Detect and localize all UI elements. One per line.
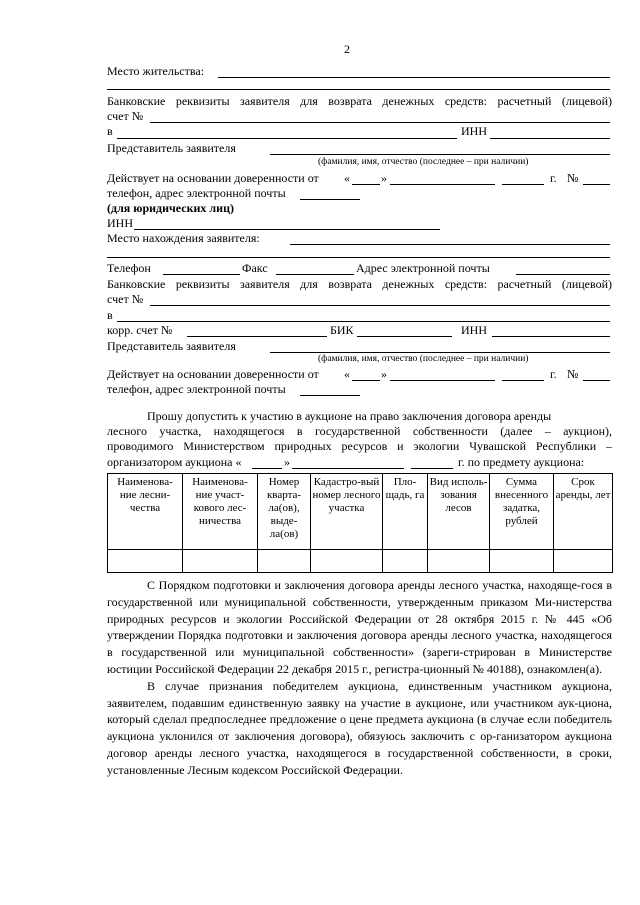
legal-bank-in-label: в [107,308,113,322]
representative-field[interactable] [270,154,610,155]
legal-account-field[interactable] [150,305,610,306]
legal-proxy-year-label: г. [550,367,557,381]
legal-proxy-label: Действует на основании доверенности от [107,367,319,381]
page-number: 2 [344,42,350,56]
proxy-quote-close: » [381,171,387,185]
residence-label: Место жительства: [107,64,205,78]
acknowledgement-section [107,577,612,779]
organizer-month-field[interactable] [292,468,404,469]
request-line-4-start: организатором аукциона « [107,455,242,469]
legal-email-field[interactable] [516,274,610,275]
legal-heading: (для юридических лиц) [107,201,234,215]
cell-quarter[interactable] [258,550,311,573]
residence-field-2[interactable] [107,89,610,90]
residence-field[interactable] [218,77,610,78]
proxy-no-label: № [567,171,579,185]
proxy-day-field[interactable] [352,184,380,185]
legal-phone-field[interactable] [163,274,240,275]
legal-representative-label: Представитель заявителя [107,339,236,353]
legal-location-field-2[interactable] [107,257,610,258]
header-usage-type: Вид исполь-зования лесов [428,474,490,550]
header-cadastral-number: Кадастро-вый номер лесного участка [311,474,383,550]
bank-in-label: в [107,124,113,138]
legal-proxy-day-field[interactable] [352,380,380,381]
request-line-4-mid: » [284,455,290,469]
legal-proxy-no-label: № [567,367,579,381]
legal-bank-requisites-text: Банковские реквизиты заявителя для возврата денежных средств: расчетный (лицевой) [107,277,612,291]
legal-fax-field[interactable] [276,274,354,275]
legal-proxy-quote-close: » [381,367,387,381]
bank-name-field[interactable] [117,138,457,139]
cell-district-forestry[interactable] [183,550,258,573]
legal-fax-label: Факс [242,261,268,275]
header-quarter: Номер кварта-ла(ов), выде-ла(ов) [258,474,311,550]
legal-fio-hint: (фамилия, имя, отчество (последнее – при наличии) [318,354,529,364]
legal-bik-field[interactable] [357,336,452,337]
organizer-year-field[interactable] [411,468,453,469]
account-label: счет № [107,109,144,123]
legal-inn2-field[interactable] [492,336,610,337]
proxy-year-label: г. [550,171,557,185]
legal-bik-label: БИК [330,323,354,337]
organizer-day-field[interactable] [252,468,282,469]
legal-account-label: счет № [107,292,144,306]
proxy-quote-open: « [344,171,350,185]
legal-phone-email-field[interactable] [300,395,360,396]
legal-proxy-quote-open: « [344,367,350,381]
phone-email-field[interactable] [300,199,360,200]
legal-representative-field[interactable] [270,352,610,353]
legal-proxy-number-field[interactable] [583,380,610,381]
cell-deposit[interactable] [490,550,554,573]
legal-proxy-month-field[interactable] [390,380,495,381]
header-lease-term: Срок аренды, лет [554,474,613,550]
legal-inn-field[interactable] [134,229,440,230]
proxy-year-field[interactable] [502,184,544,185]
proxy-number-field[interactable] [583,184,610,185]
inn-field[interactable] [490,138,610,139]
acknowledgement-paragraph: С Порядком подготовки и заключения договора аренды лесного участка, находяще-гося в государственной или муниципальной собственности, утвержденным приказом Ми-нистерства природных ресурсов и экологии Российской Федерации от 28 октября 2015 г. № 445 «Об утверждении Порядка подготовки и заключения договора аренды лесного участка, находящегося в государственной или муниципальной собственности» (зареги-стрирован в Министерстве юстиции Российской Федерации 22 декабря 2015 г., регистра-ционный № 40188), ознакомлен(а). [107,578,612,676]
legal-location-label: Место нахождения заявителя: [107,231,260,245]
cell-area[interactable] [383,550,428,573]
auction-lots-table [107,473,613,573]
cell-usage-type[interactable] [428,550,490,573]
account-field[interactable] [150,122,610,123]
legal-bank-name-field[interactable] [117,321,610,322]
cell-cadastral-number[interactable] [311,550,383,573]
cell-forestry[interactable] [108,550,183,573]
proxy-month-field[interactable] [390,184,495,185]
fio-hint: (фамилия, имя, отчество (последнее – при наличии) [318,157,529,167]
legal-inn-label: ИНН [107,216,133,230]
table-row[interactable] [108,550,613,573]
request-line-1: Прошу допустить к участию в аукционе на право заключения договора аренды [147,409,552,423]
proxy-label: Действует на основании доверенности от [107,171,319,185]
request-line-3: проводимого Министерством природных ресурсов и экологии Чувашской Республики – [107,439,612,453]
representative-label: Представитель заявителя [107,141,236,155]
inn-label: ИНН [461,124,487,138]
table-header-row [108,474,613,550]
phone-email-label: телефон, адрес электронной почты [107,186,286,200]
legal-proxy-year-field[interactable] [502,380,544,381]
legal-email-label: Адрес электронной почты [356,261,490,275]
header-area: Пло-щадь, га [383,474,428,550]
request-line-4-end: г. по предмету аукциона: [458,455,585,469]
cell-lease-term[interactable] [554,550,613,573]
legal-phone-label: Телефон [107,261,151,275]
header-deposit: Сумма внесенного задатка, рублей [490,474,554,550]
obligation-paragraph: В случае признания победителем аукциона, единственным участником аукциона, заявителем, подавшим единственную заявку на участие в аукционе, или участником аук-циона, который сделал предпоследнее предложение о цене предмета аукциона (в случае если победитель аукциона уклонился от заключения договора), обязуюсь заключить с ор-ганизатором аукциона договор аренды лесного участка, находящегося в государственной собственности, в сроки, установленные Лесным кодексом Российской Федерации. [107,678,612,777]
legal-corr-label: корр. счет № [107,323,173,337]
legal-phone-email-label: телефон, адрес электронной почты [107,382,286,396]
header-district-forestry: Наименова-ние участ-кового лес-ничества [183,474,258,550]
bank-requisites-text: Банковские реквизиты заявителя для возврата денежных средств: расчетный (лицевой) [107,94,612,108]
legal-corr-field[interactable] [187,336,327,337]
legal-location-field[interactable] [290,244,610,245]
legal-inn2-label: ИНН [461,323,487,337]
header-forestry: Наименова-ние лесни-чества [108,474,183,550]
request-line-2: лесного участка, находящегося в государственной собственности (далее – аукцион), [107,424,612,438]
